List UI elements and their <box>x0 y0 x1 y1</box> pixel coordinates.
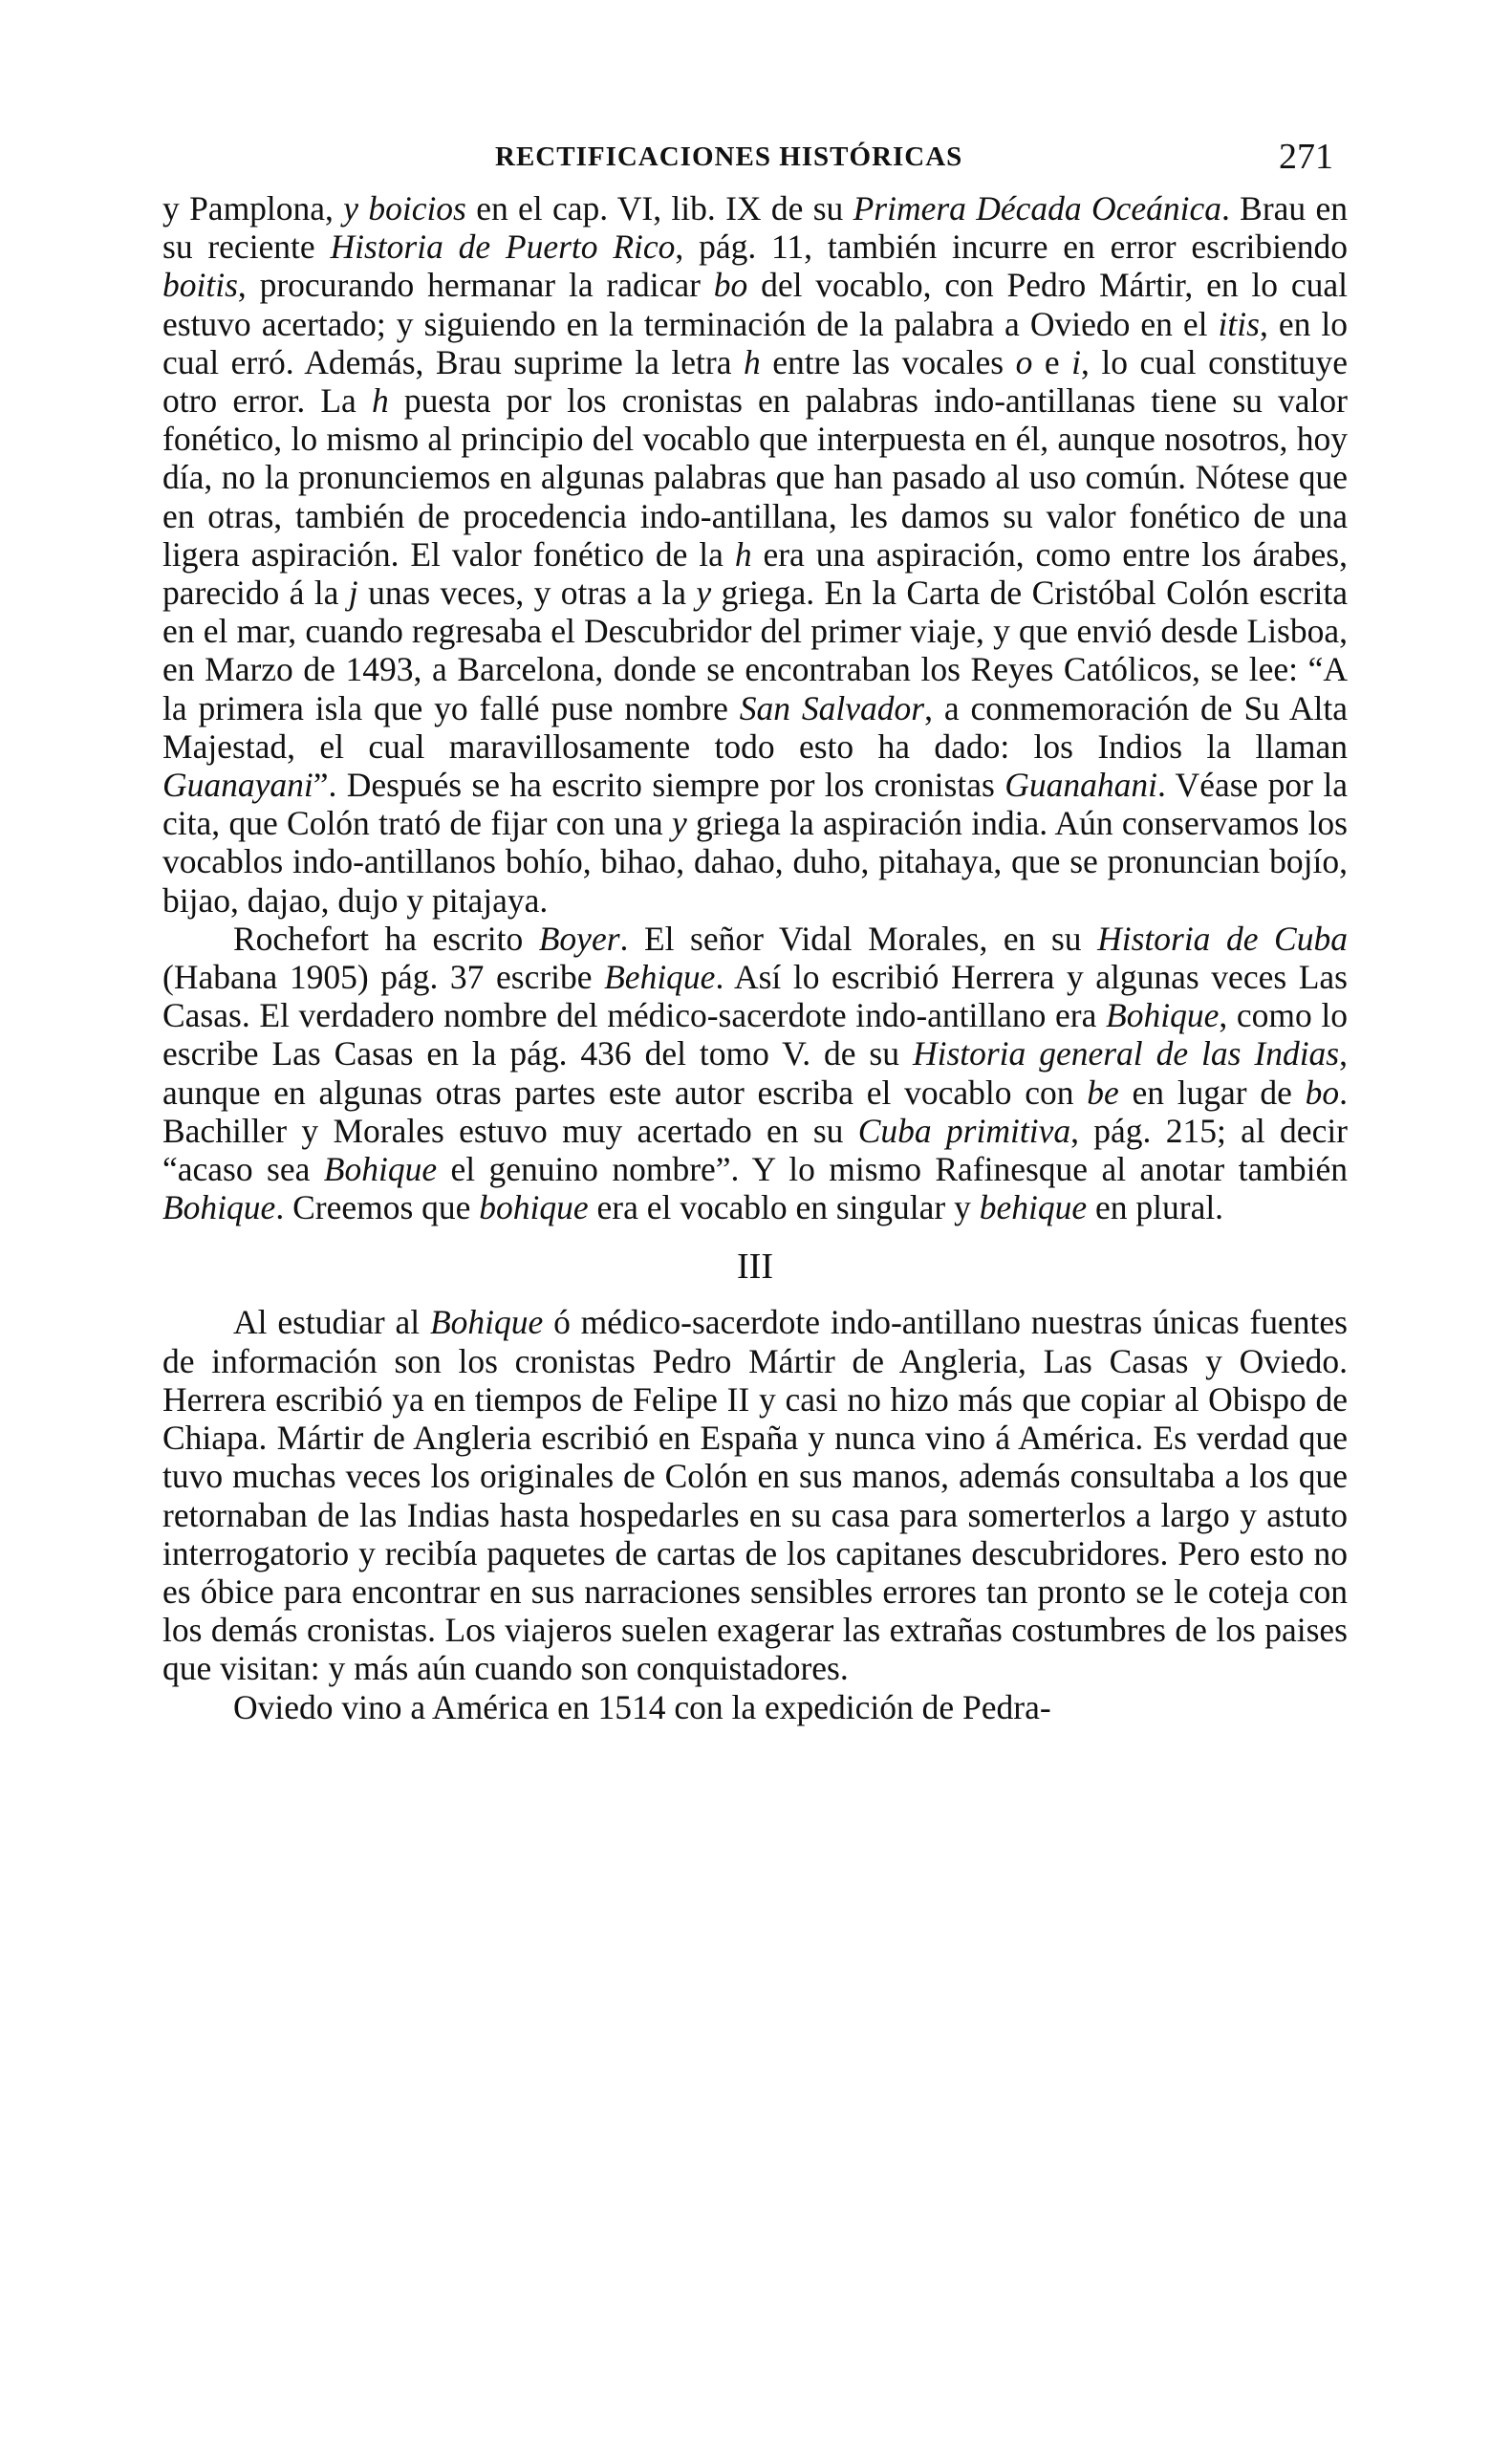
italic-run: y <box>696 574 712 613</box>
italic-run: Historia de Puerto Rico <box>330 228 676 267</box>
page-number: 271 <box>1279 137 1333 177</box>
paragraph-4 <box>162 1688 1348 1726</box>
text-run: en plural. <box>1087 1188 1224 1227</box>
text-run: , como lo escribe Las Casas en la pág. 436 del tomo V. de su <box>162 996 1349 1073</box>
text-run: Oviedo vino a América en 1514 con la expedición de Pedra- <box>233 1687 1051 1726</box>
text-run: . Brau en su reciente <box>162 189 1349 267</box>
italic-run: Historia general de las Indias <box>912 1034 1340 1073</box>
body-text <box>162 189 1348 1726</box>
italic-run: be <box>1087 1073 1119 1112</box>
italic-run: Bohique <box>162 1188 276 1227</box>
italic-run: itis <box>1218 304 1260 343</box>
text-run: entre las vocales <box>760 342 1016 381</box>
text-run: griega la aspiración india. Aún conservamos los vocablos indo-antillanos bohío, bihao, dahao, duho, pitahaya, que se pronuncian bojío, bijao, dajao, dujo y pitajaya. <box>162 804 1349 920</box>
text-run: , procurando hermanar la radicar <box>237 266 714 305</box>
text-run: , pág. 11, también incurre en error escribiendo <box>675 228 1348 267</box>
italic-run: Guanahani <box>1004 766 1157 805</box>
italic-run: boitis <box>162 266 238 305</box>
italic-run: Cuba primitiva <box>857 1111 1071 1150</box>
italic-run: o <box>1015 342 1033 381</box>
section-heading: III <box>737 1247 773 1288</box>
italic-run: y boicios <box>343 189 466 228</box>
text-run: griega. En la Carta de Cristóbal Colón escrita en el mar, cuando regresaba el Descubridor del primer viaje, y que envió desde Lisboa, en Marzo de 1493, a Barcelona, donde se encontraban los Reyes Católicos, se lee: “A la primera isla que yo fallé puse nombre <box>162 574 1348 727</box>
text-run: era el vocablo en singular y <box>588 1188 980 1227</box>
italic-run: Primera Década Oceánica <box>853 189 1221 228</box>
italic-run: bo <box>1305 1073 1340 1112</box>
text-run: . Así lo escribió Herrera y algunas veces Las Casas. El verdadero nombre del médico-sacerdote indo-antillano era <box>162 958 1348 1035</box>
text-run: del vocablo, con Pedro Mártir, en lo cual estuvo acertado; y siguiendo en la terminación de la palabra a Oviedo en el <box>162 266 1348 343</box>
text-run: e <box>1032 342 1072 381</box>
text-run: (Habana 1905) pág. 37 escribe <box>162 958 605 997</box>
italic-run: h <box>743 342 761 381</box>
italic-run: y <box>671 804 687 843</box>
text-run: , lo cual constituye otro error. La <box>162 342 1348 421</box>
italic-run: Behique <box>604 958 716 997</box>
italic-run: Historia de Cuba <box>1097 919 1348 958</box>
text-run: . Creemos que <box>275 1188 480 1227</box>
italic-run: bo <box>713 266 748 305</box>
text-run: ”. Después se ha escrito siempre por los cronistas <box>313 766 1005 805</box>
italic-run: i <box>1071 342 1081 381</box>
italic-run: Bohique <box>429 1303 544 1342</box>
text-run: , aunque en algunas otras partes este autor escriba el vocablo con <box>162 1034 1348 1112</box>
text-run: unas veces, y otras a la <box>357 574 697 613</box>
italic-run: Guanayani <box>162 766 313 805</box>
text-run: . Véase por la cita, que Colón trató de fijar con una <box>162 766 1348 843</box>
italic-run: j <box>348 574 358 613</box>
paragraph-3 <box>162 1303 1348 1687</box>
italic-run: Bohique <box>1106 996 1220 1035</box>
paragraph-2 <box>162 920 1348 1227</box>
text-run: en el cap. VI, lib. IX de su <box>465 189 853 228</box>
text-run: puesta por los cronistas en palabras indo-antillanas tiene su valor fonético, lo mismo al principio del vocablo que interpuesta en él, aunque nosotros, hoy día, no la pronunciemos en algunas palabras que han pasado al uso común. Nótese que en otras, también de procedencia indo-antillana, les damos su valor fonético de una ligera aspiración. El valor fonético de la <box>162 381 1348 574</box>
text-run: era una aspiración, como entre los árabes, parecido á la <box>162 534 1348 613</box>
paragraph-1 <box>162 189 1348 920</box>
text-run: el genuino nombre”. Y lo mismo Rafinesque al anotar también <box>437 1150 1348 1189</box>
text-run: y Pamplona, <box>162 189 344 228</box>
text-run: , a conmemoración de Su Alta Majestad, el cual maravillosamente todo esto ha dado: los Indios la llaman <box>162 688 1348 766</box>
text-run: , en lo cual erró. Además, Brau suprime la letra <box>162 304 1348 381</box>
italic-run: Boyer <box>538 919 620 958</box>
italic-run: h <box>734 534 752 574</box>
text-run: , pág. 215; al decir “acaso sea <box>162 1111 1349 1189</box>
text-run: en lugar de <box>1118 1073 1306 1112</box>
text-run: . El señor Vidal Morales, en su <box>619 919 1098 958</box>
italic-run: Bohique <box>323 1150 438 1189</box>
italic-run: h <box>371 381 389 421</box>
text-run: Al estudiar al <box>233 1303 430 1342</box>
italic-run: behique <box>979 1188 1088 1227</box>
italic-run: bohique <box>479 1188 589 1227</box>
running-head <box>0 137 1512 189</box>
text-run: . Bachiller y Morales estuvo muy acertado en su <box>162 1073 1348 1150</box>
italic-run: San Salvador <box>739 688 925 727</box>
text-run: Rochefort ha escrito <box>233 919 539 958</box>
text-run: ó médico-sacerdote indo-antillano nuestras únicas fuentes de información son los cronistas Pedro Mártir de Angleria, Las Casas y Oviedo. Herrera escribió ya en tiempos de Felipe II y casi no hizo más que copiar al Obispo de Chiapa. Mártir de Angleria escribió en España y nunca vino á América. Es verdad que tuvo muchas veces los originales de Colón en sus manos, además consultaba a los que retornaban de las Indias hasta hospedarles en su casa para somerterlos a largo y astuto interrogatorio y recibía paquetes de cartas de los capitanes descubridores. Pero esto no es óbice para encontrar en sus narraciones sensibles errores tan pronto se le coteja con los demás cronistas. Los viajeros suelen exagerar las extrañas costumbres de los paises que visitan: y más aún cuando son conquistadores. <box>162 1303 1348 1688</box>
running-title: RECTIFICACIONES HISTÓRICAS <box>495 141 963 172</box>
